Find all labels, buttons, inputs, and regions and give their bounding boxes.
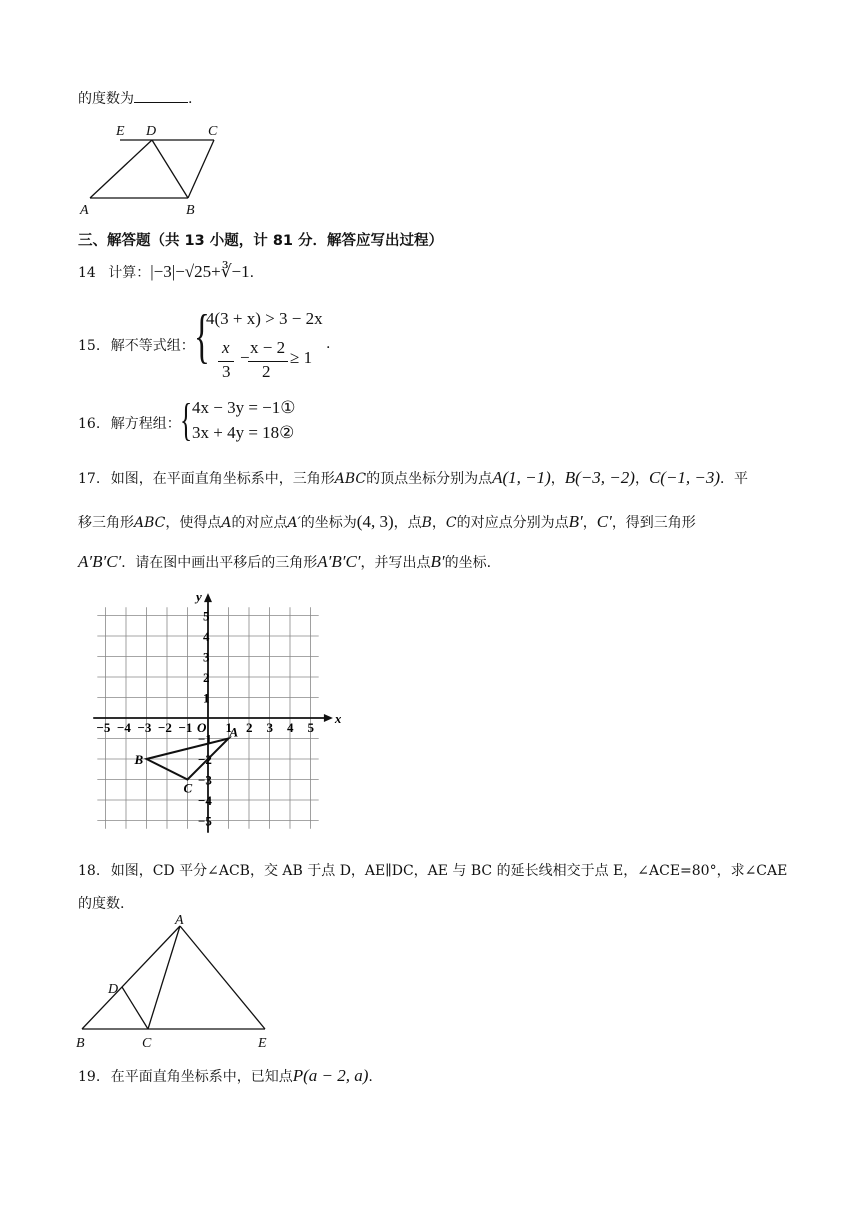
q16-brace: { — [180, 394, 193, 445]
q14-cbrt: ∛−1 — [220, 262, 250, 281]
q17-abc-2: ABC — [134, 515, 166, 531]
q15-brace: { — [194, 303, 210, 369]
x-arrow — [324, 714, 333, 722]
q14-plus: + — [211, 262, 221, 281]
q17-point-43: (4, 3) — [356, 512, 394, 531]
q14-number: 14 — [78, 265, 96, 281]
q14-end: . — [249, 265, 255, 281]
q17-number: 17. — [78, 471, 101, 487]
q15-frac1-num: x — [222, 338, 230, 357]
q17-text-2a: 移三角形 — [78, 515, 134, 531]
q17-a-prime: A′ — [287, 515, 301, 531]
q17-c: C — [445, 515, 457, 531]
q16-label — [78, 413, 181, 433]
q16-text: 解方程组： — [110, 416, 181, 432]
q17-text-2b: ，使得点 — [165, 515, 222, 531]
q17-point-b: B(−3, −2) — [564, 468, 635, 487]
q15-minus: − — [240, 348, 250, 367]
figure-q13 — [78, 118, 238, 218]
q17-sep-1: ， — [550, 471, 565, 487]
answer-blank — [134, 90, 188, 103]
x-tick-label: 4 — [287, 720, 294, 735]
section-heading: 三、解答题（共 13 小题，计 81 分．解答应写出过程） — [78, 233, 444, 249]
q14-abs: |−3| — [150, 262, 176, 281]
y-tick-label: 2 — [203, 670, 210, 685]
x-tick-label: −3 — [137, 720, 152, 735]
q15-frac2-num: x − 2 — [250, 338, 286, 357]
q16-eq1: 4x − 3y = −1① — [192, 398, 296, 417]
y-tick-label: 4 — [203, 629, 210, 644]
x-tick-label: 3 — [266, 720, 273, 735]
q17-text-3d: ，并写出点 — [360, 555, 431, 571]
q17-text-2d: 的坐标为 — [300, 515, 357, 531]
fig13-label-d: D — [146, 124, 157, 139]
q14-sqrt: √25 — [184, 262, 212, 281]
point-label-c: C — [183, 780, 193, 796]
q17-sep-2: ， — [634, 471, 649, 487]
x-tick-label: −2 — [158, 720, 172, 735]
q17-text-1a: 如图，在平面直角坐标系中，三角形 — [110, 471, 335, 487]
fig13-label-b: B — [186, 203, 195, 218]
q19-number: 19. — [78, 1069, 101, 1085]
q17-text-2f: 的对应点分别为点 — [456, 515, 569, 531]
q16-eq2: 3x + 4y = 18② — [192, 423, 295, 442]
q17-b: B — [421, 515, 432, 531]
q15-end: . — [326, 336, 331, 352]
figure-q18 — [72, 914, 282, 1056]
y-axis-label: y — [196, 589, 202, 605]
q17-text-2c: 的对应点 — [231, 515, 288, 531]
y-tick-label: 1 — [203, 690, 210, 706]
y-tick-label: −2 — [198, 752, 212, 767]
q15-ge: ≥ 1 — [290, 348, 313, 367]
q17-sep-3: ， — [431, 515, 446, 531]
q17-line2 — [78, 512, 696, 532]
q14-minus: − — [175, 262, 185, 281]
fig13-label-a: A — [80, 203, 89, 218]
y-arrow — [204, 593, 212, 602]
q17-text-3b: ．请在图中画出平移后的三角形 — [121, 555, 318, 571]
q17-line1 — [78, 468, 748, 488]
question-19 — [78, 1066, 373, 1086]
y-tick-label: 5 — [203, 608, 210, 624]
x-axis-label: x — [334, 711, 342, 726]
y-tick-label: −3 — [198, 772, 212, 788]
q13-text: 的度数为 — [78, 91, 134, 107]
q15-label — [78, 335, 195, 355]
origin-label: O — [197, 720, 207, 735]
q17-text-3f: 的坐标. — [444, 555, 492, 571]
fig18-label-e: E — [258, 1036, 267, 1051]
q17-c-prime: C′ — [596, 512, 612, 531]
q17-text-2g: ，得到三角形 — [611, 515, 696, 531]
q16-number: 16. — [78, 416, 101, 432]
q17-point-a: A(1, −1) — [492, 468, 551, 487]
x-tick-label: 2 — [246, 720, 253, 735]
fig13-label-e: E — [116, 124, 125, 139]
fig18-label-d: D — [108, 982, 119, 997]
q15-line1: 4(3 + x) > 3 − 2x — [206, 309, 323, 328]
q17-abc-prime-2: A′B′C′ — [317, 552, 361, 571]
q15-frac1-den: 3 — [222, 362, 231, 381]
q17-text-1b: 的顶点坐标分别为点 — [366, 471, 493, 487]
q13-tail — [78, 88, 192, 108]
q17-point-c: C(−1, −3) — [648, 468, 721, 487]
q17-abc: ABC — [334, 471, 367, 487]
fig18-label-b: B — [76, 1036, 85, 1051]
x-tick-label: −4 — [117, 720, 131, 735]
q15-frac2-den: 2 — [262, 362, 271, 381]
x-tick-label: 5 — [307, 720, 314, 735]
q19-end: . — [368, 1069, 373, 1085]
q17-b-prime: B′ — [568, 512, 583, 531]
q15-text: 解不等式组： — [110, 338, 195, 354]
x-tick-label: −1 — [178, 720, 193, 735]
fig13-label-c: C — [208, 124, 218, 139]
y-tick-label: 3 — [203, 649, 210, 665]
q18-line2: 的度数. — [78, 896, 125, 912]
q17-text-1c: ．平 — [720, 471, 749, 487]
q19-point: P(a − 2, a) — [292, 1066, 369, 1085]
fig18-label-c: C — [142, 1036, 152, 1051]
question-14 — [78, 262, 254, 282]
q17-a: A — [221, 515, 232, 531]
q13-end: . — [188, 91, 193, 107]
q17-text-2e: ，点 — [393, 515, 422, 531]
q18-line1 — [78, 860, 787, 880]
q17-line3 — [78, 552, 491, 572]
q14-text: 计算： — [108, 265, 151, 281]
q17-b-prime-2: B′ — [430, 552, 445, 571]
q15-number: 15. — [78, 338, 101, 354]
x-tick-label: 1 — [225, 720, 232, 735]
q18-number: 18. — [78, 863, 101, 879]
y-tick-label: −5 — [198, 813, 212, 829]
point-label-b: B — [134, 752, 144, 767]
point-label-a: A — [229, 724, 239, 740]
y-tick-label: −1 — [198, 731, 212, 747]
q19-text: 在平面直角坐标系中，已知点 — [110, 1069, 293, 1085]
q17-sep-4: ， — [582, 515, 597, 531]
q17-abc-prime: A′B′C′ — [78, 552, 122, 571]
coordinate-grid — [82, 588, 342, 838]
y-tick-label: −4 — [198, 793, 212, 808]
q18-text: 如图，CD 平分∠ACB，交 AB 于点 D，AE∥DC，AE 与 BC 的延长线相交于点 E，∠ACE=80°，求∠CAE — [110, 863, 788, 879]
fig18-label-a: A — [175, 913, 184, 928]
x-tick-label: −5 — [96, 720, 111, 735]
